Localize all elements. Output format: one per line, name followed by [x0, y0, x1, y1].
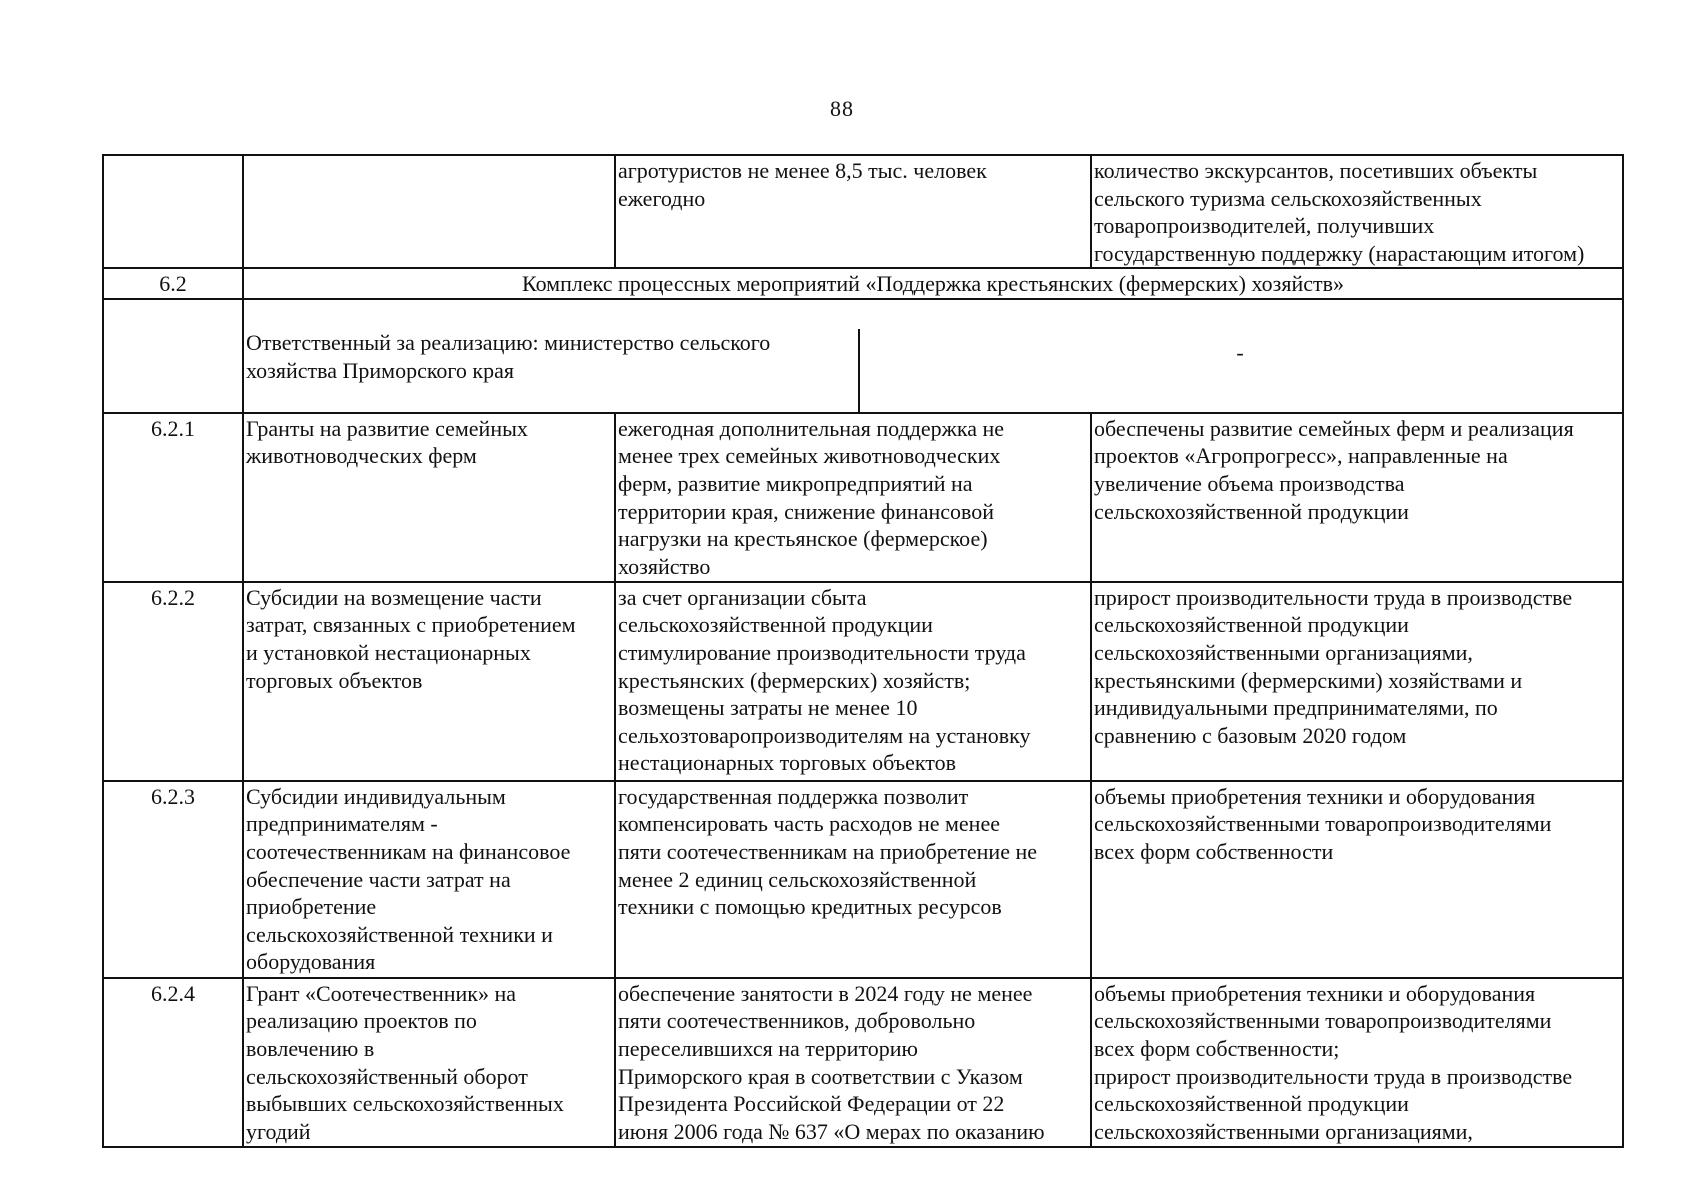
indicator: количество экскурсантов, посетивших объекты сельского туризма сельскохозяйственных товаропроизводителей, получивших государственную поддержку (нарастающим итогом)	[1091, 155, 1623, 268]
measure-name: Грант «Соотечественник» на реализацию проектов по вовлечению в сельскохозяйственный оборот выбывших сельскохозяйственных угодий	[243, 978, 615, 1147]
expected-result: за счет организации сбыта сельскохозяйственной продукции стимулирование производительности труда крестьянских (фермерских) хозяйств; возмещены затраты не менее 10 сельхозтоваропроизводителям на установку нестационарных торговых объектов	[615, 582, 1091, 781]
measure-name: Субсидии индивидуальным предпринимателям - соотечественникам на финансовое обеспечение части затрат на приобретение сельскохозяйственной техники и оборудования	[243, 781, 615, 978]
expected-result: государственная поддержка позволит компенсировать часть расходов не менее пяти соотечественникам на приобретение не менее 2 единиц сельскохозяйственной техники с помощью кредитных ресурсов	[615, 781, 1091, 978]
responsible-cell	[243, 299, 1623, 412]
indicator: обеспечены развитие семейных ферм и реализация проектов «Агропрогресс», направленные на увеличение объема производства сельскохозяйственной продукции	[1091, 413, 1623, 582]
table-row	[103, 978, 1623, 1147]
page-number: 88	[830, 96, 854, 121]
row-number	[103, 155, 243, 268]
table-row	[103, 155, 1623, 268]
indicator: объемы приобретения техники и оборудования сельскохозяйственными товаропроизводителями всех форм собственности	[1091, 781, 1623, 978]
row-number: 6.2.3	[103, 781, 243, 978]
measure-name: Гранты на развитие семейных животноводческих ферм	[243, 413, 615, 582]
responsible-text: Ответственный за реализацию: министерство сельского хозяйства Приморского края	[246, 329, 860, 413]
expected-result: агротуристов не менее 8,5 тыс. человек ежегодно	[615, 155, 1091, 268]
responsible-row	[103, 299, 1623, 412]
expected-result: обеспечение занятости в 2024 году не менее пяти соотечественников, добровольно переселившихся на территорию Приморского края в соответствии с Указом Президента Российской Федерации от 22 июня 2006 года № 637 «О мерах по оказанию	[615, 978, 1091, 1147]
indicator: прирост производительности труда в производстве сельскохозяйственной продукции сельскохозяйственными организациями, крестьянскими (фермерскими) хозяйствами и индивидуальными предпринимателями, по сравнению с базовым 2020 годом	[1091, 582, 1623, 781]
table-row	[103, 781, 1623, 978]
row-number: 6.2.1	[103, 413, 243, 582]
measures-table	[102, 154, 1624, 1148]
measure-name	[243, 155, 615, 268]
responsible-number	[103, 299, 243, 412]
row-number: 6.2.2	[103, 582, 243, 781]
table-row	[103, 413, 1623, 582]
table-row	[103, 582, 1623, 781]
responsible-value: -	[1236, 339, 1244, 365]
expected-result: ежегодная дополнительная поддержка не менее трех семейных животноводческих ферм, развитие микропредприятий на территории края, снижение финансовой нагрузки на крестьянское (фермерское) хозяйство	[615, 413, 1091, 582]
section-number: 6.2	[103, 268, 243, 299]
section-row	[103, 268, 1623, 299]
measure-name: Субсидии на возмещение части затрат, связанных с приобретением и установкой нестационарных торговых объектов	[243, 582, 615, 781]
indicator: объемы приобретения техники и оборудования сельскохозяйственными товаропроизводителями всех форм собственности; прирост производительности труда в производстве сельскохозяйственной продукции сельскохозяйственными организациями,	[1091, 978, 1623, 1147]
row-number: 6.2.4	[103, 978, 243, 1147]
section-title: Комплекс процессных мероприятий «Поддержка крестьянских (фермерских) хозяйств»	[243, 268, 1623, 299]
